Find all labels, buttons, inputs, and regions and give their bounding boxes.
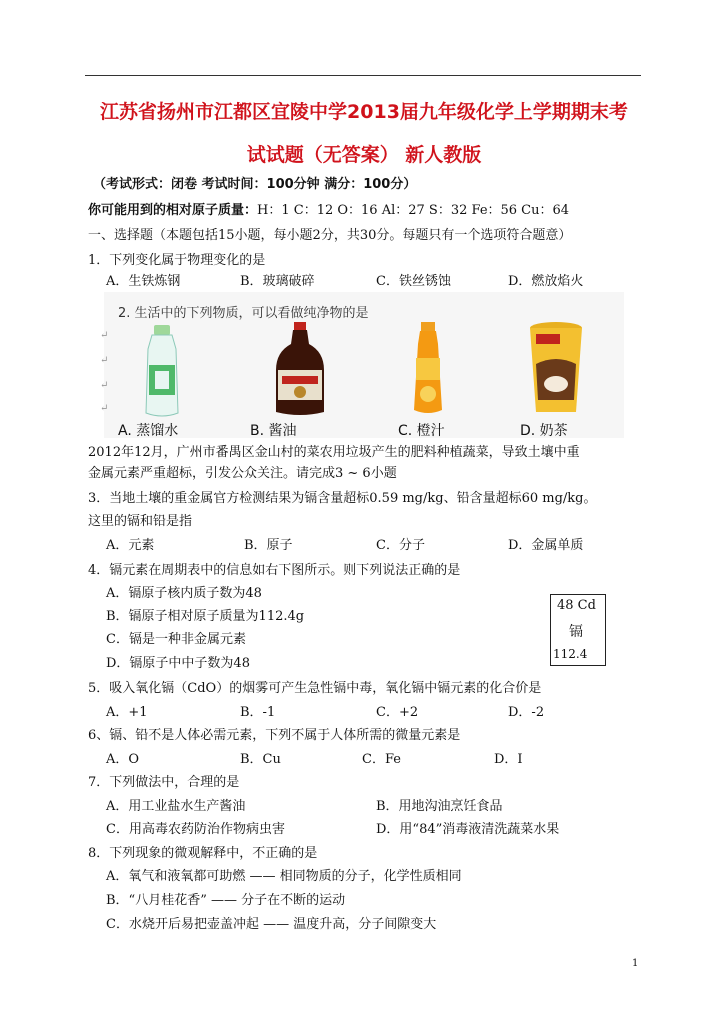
q8-option-c: C．水烧开后易把壶盖冲起 —— 温度升高，分子间隙变大	[106, 917, 437, 932]
q3-option-d: D．金属单质	[508, 538, 584, 553]
q7-stem: 7．下列做法中，合理的是	[88, 775, 240, 790]
q1-stem: 1．下列变化属于物理变化的是	[88, 253, 266, 268]
q5-option-b: B．-1	[240, 705, 276, 720]
q6-stem: 6、镉、铅不是人体必需元素，下列不属于人体所需的微量元素是	[88, 728, 461, 743]
page-number: 1	[632, 958, 639, 969]
title-line-2: 试试题（无答案） 新人教版	[246, 144, 482, 166]
q1-option-b: B．玻璃破碎	[240, 274, 315, 289]
milk-tea-cup-icon	[528, 320, 584, 416]
q5-stem: 5．吸入氧化镉（CdO）的烟雾可产生急性镉中毒，氧化镉中镉元素的化合价是	[88, 681, 542, 696]
q7-option-c: C．用高毒农药防治作物病虫害	[106, 822, 285, 837]
distilled-water-bottle-icon	[140, 325, 184, 417]
element-name: 镉	[569, 624, 583, 640]
soy-sauce-bottle-icon	[272, 322, 328, 418]
atomic-mass-line	[88, 203, 569, 219]
element-number-symbol: 48 Cd	[557, 598, 596, 613]
q6-option-c: C．Fe	[362, 752, 401, 767]
q6-option-d: D．I	[494, 752, 523, 767]
atomic-mass-label: 你可能用到的相对原子质量：	[88, 203, 258, 218]
q3-option-a: A．元素	[106, 538, 155, 553]
q8-option-b: B．“八月桂花香” —— 分子在不断的运动	[106, 893, 346, 908]
q5-option-c: C．+2	[376, 705, 419, 720]
q3-option-c: C．分子	[376, 538, 425, 553]
q3-option-b: B．原子	[244, 538, 293, 553]
q2-option-b: B. 酱油	[250, 423, 297, 439]
q7-option-a: A．用工业盐水生产酱油	[106, 799, 246, 814]
q6-option-b: B．Cu	[240, 752, 281, 767]
passage-line-2: 金属元素严重超标，引发公众关注。请完成3 ~ 6小题	[88, 466, 397, 481]
return-mark: ↵	[100, 380, 109, 391]
return-mark: ↵	[100, 403, 109, 414]
return-mark: ↵	[100, 330, 109, 341]
atomic-mass-values: H：1 C：12 O：16 Al：27 S：32 Fe：56 Cu：64	[257, 203, 570, 218]
q4-option-c: C．镉是一种非金属元素	[106, 632, 246, 647]
q2-option-c: C. 橙汁	[398, 423, 445, 439]
q6-option-a: A．O	[106, 752, 140, 767]
q3-stem-1: 3．当地土壤的重金属官方检测结果为镉含量超标0.59 mg/kg、铅含量超标60 mg/kg。	[88, 491, 597, 506]
q1-option-a: A．生铁炼钢	[106, 274, 181, 289]
exam-info: （考试形式：闭卷 考试时间：100分钟 满分：100分）	[93, 177, 417, 192]
return-mark: ↵	[100, 355, 109, 366]
q2-stem: 2. 生活中的下列物质，可以看做纯净物的是	[118, 306, 369, 321]
q7-option-b: B．用地沟油烹饪食品	[376, 799, 503, 814]
q4-option-b: B．镉原子相对原子质量为112.4g	[106, 609, 305, 624]
q2-option-d: D. 奶茶	[520, 423, 568, 439]
q1-option-d: D．燃放焰火	[508, 274, 584, 289]
q4-option-d: D．镉原子中中子数为48	[106, 656, 250, 671]
q4-option-a: A．镉原子核内质子数为48	[106, 586, 262, 601]
q3-stem-2: 这里的镉和铅是指	[88, 514, 193, 529]
orange-juice-bottle-icon	[410, 322, 446, 414]
q7-option-d: D．用“84”消毒液清洗蔬菜水果	[376, 822, 560, 837]
passage-line-1: 2012年12月，广州市番禺区金山村的菜农用垃圾产生的肥料种植蔬菜，导致土壤中重	[88, 445, 580, 460]
q8-stem: 8．下列现象的微观解释中，不正确的是	[88, 846, 318, 861]
title-line-1: 江苏省扬州市江都区宜陵中学2013届九年级化学上学期期末考	[100, 101, 628, 123]
q4-stem: 4．镉元素在周期表中的信息如右下图所示。则下列说法正确的是	[88, 563, 461, 578]
header-rule	[85, 75, 641, 76]
q1-option-c: C．铁丝锈蚀	[376, 274, 451, 289]
section-1-heading: 一、选择题（本题包括15小题，每小题2分，共30分。每题只有一个选项符合题意）	[88, 228, 572, 243]
q2-option-a: A. 蒸馏水	[118, 423, 179, 439]
cadmium-element-box	[550, 594, 606, 666]
q8-option-a: A．氧气和液氧都可助燃 —— 相同物质的分子，化学性质相同	[106, 869, 462, 884]
q5-option-d: D．-2	[508, 705, 545, 720]
element-mass: 112.4	[553, 647, 588, 661]
q5-option-a: A．+1	[106, 705, 148, 720]
